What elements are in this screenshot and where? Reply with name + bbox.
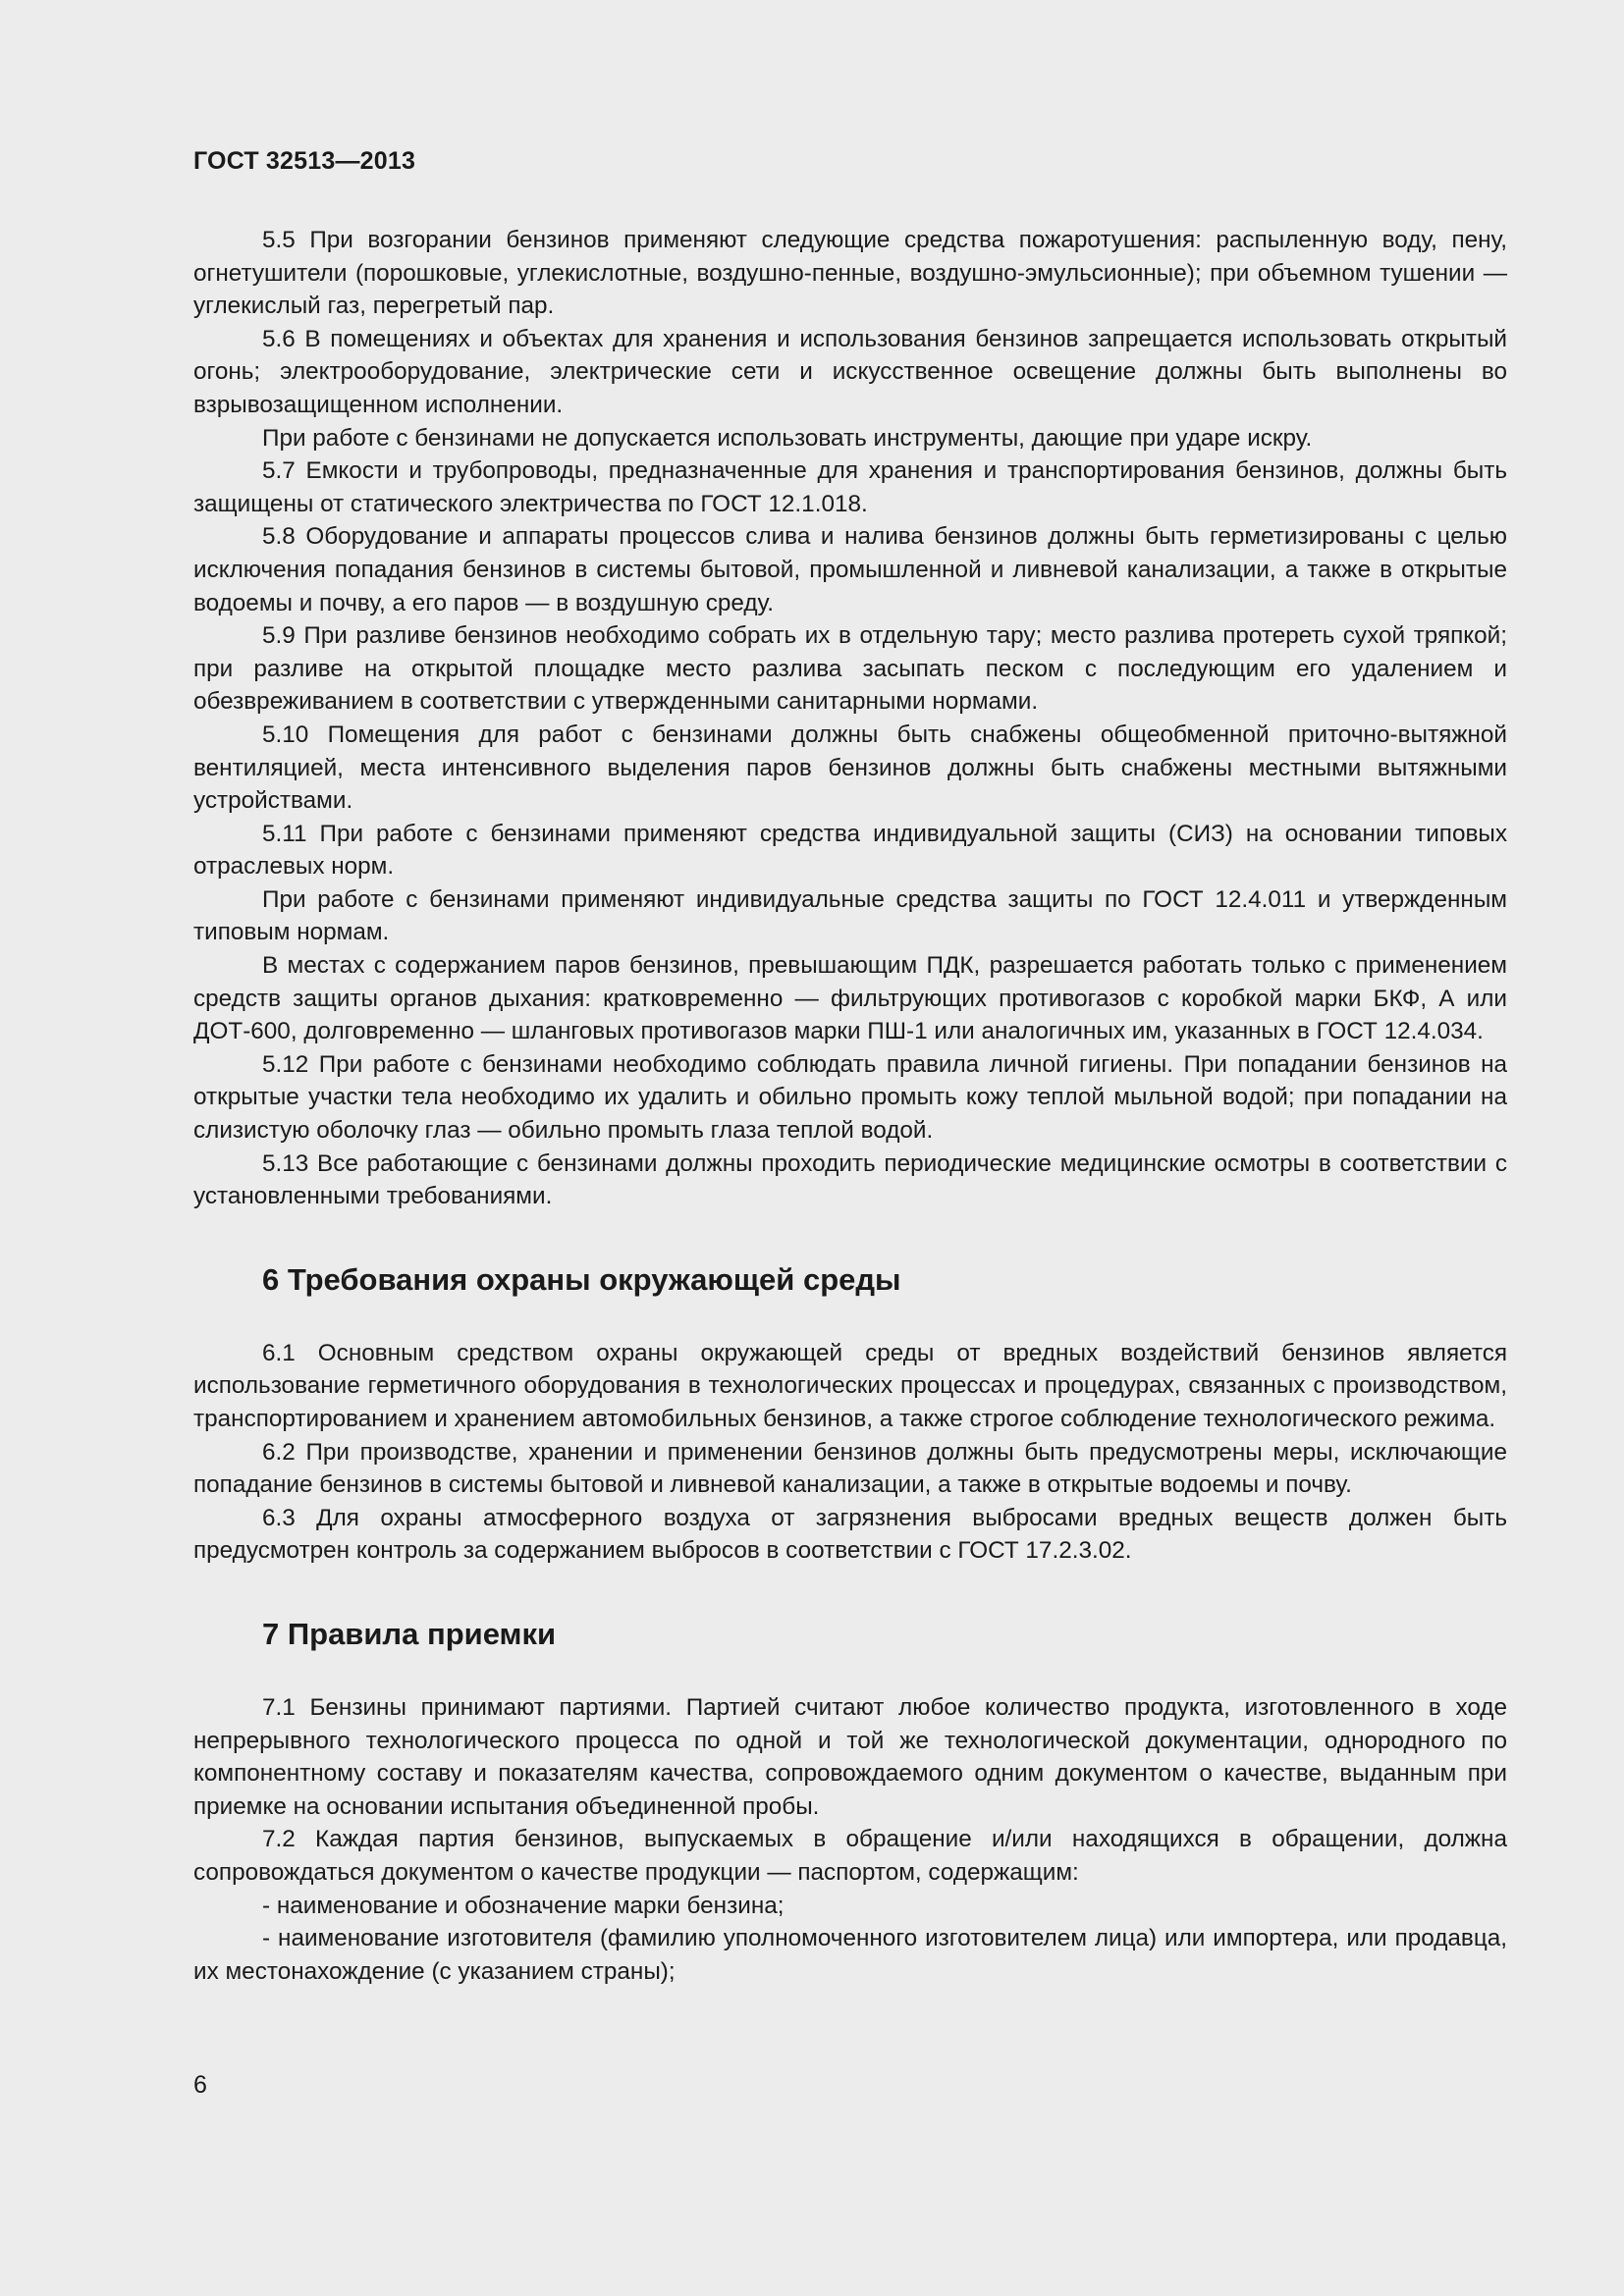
paragraph-5-5: 5.5 При возгорании бензинов применяют следующие средства пожаротушения: распыленную воду, пену, огнетушители (порошковые, углекислотные, воздушно-пенные, воздушно-эмульсионные); при объемном тушении — углекислый газ, перегретый пар. bbox=[193, 227, 1507, 320]
paragraph-7-1: 7.1 Бензины принимают партиями. Партией считают любое количество продукта, изготовленного в ходе непрерывного технологического процесса по одной и той же технологической документации, однородного по компонентному составу и показателям качества, сопровождаемого одним документом о качестве, выданным при приемке на основании испытания объединенной пробы. bbox=[193, 1693, 1507, 1820]
paragraph-5-10: 5.10 Помещения для работ с бензинами должны быть снабжены общеобменной приточно-вытяжной вентиляцией, места интенсивного выделения паров бензинов должны быть снабжены местными вытяжными устройствами. bbox=[193, 721, 1507, 815]
paragraph-5-11-respiratory: В местах с содержанием паров бензинов, превышающим ПДК, разрешается работать только с применением средств защиты органов дыхания: кратковременно — фильтрующих противогазов с коробкой марки БКФ, А или ДОТ-600, долговременно — шланговых противогазов марки ПШ-1 или аналогичных им, указанных в ГОСТ 12.4.034. bbox=[193, 952, 1507, 1045]
paragraph-5-8: 5.8 Оборудование и аппараты процессов слива и налива бензинов должны быть герметизированы с целью исключения попадания бензинов в системы бытовой, промышленной и ливневой канализации, а также в открытые водоемы и почву, а его паров — в воздушную среду. bbox=[193, 523, 1507, 616]
document-body bbox=[193, 224, 1507, 1988]
paragraph-5-9: 5.9 При разливе бензинов необходимо собрать их в отдельную тару; место разлива протереть сухой тряпкой; при разливе на открытой площадке место разлива засыпать песком с последующим его удалением и обезвреживанием в соответствии с утвержденными санитарными нормами. bbox=[193, 622, 1507, 716]
paragraph-5-11: 5.11 При работе с бензинами применяют средства индивидуальной защиты (СИЗ) на основании типовых отраслевых норм. bbox=[193, 820, 1507, 881]
section-7-heading: 7 Правила приемки bbox=[262, 1616, 557, 1651]
paragraph-5-11-ppe: При работе с бензинами применяют индивидуальные средства защиты по ГОСТ 12.4.011 и утвержденным типовым нормам. bbox=[193, 885, 1507, 946]
paragraph-6-2: 6.2 При производстве, хранении и применении бензинов должны быть предусмотрены меры, исключающие попадание бензинов в системы бытовой и ливневой канализации, а также в открытые водоемы и почву. bbox=[193, 1438, 1507, 1499]
paragraph-5-13: 5.13 Все работающие с бензинами должны проходить периодические медицинские осмотры в соответствии с установленными требованиями. bbox=[193, 1149, 1507, 1210]
section-6-heading: 6 Требования охраны окружающей среды bbox=[262, 1261, 901, 1297]
list-item-manufacturer: - наименование изготовителя (фамилию уполномоченного изготовителем лица) или импортера, или продавца, их местонахождение (с указанием страны); bbox=[193, 1925, 1507, 1985]
document-code-header: ГОСТ 32513—2013 bbox=[193, 147, 416, 175]
paragraph-6-3: 6.3 Для охраны атмосферного воздуха от загрязнения выбросами вредных веществ должен быть предусмотрен контроль за содержанием выбросов в соответствии с ГОСТ 17.2.3.02. bbox=[193, 1504, 1507, 1565]
page-number: 6 bbox=[193, 2071, 207, 2099]
paragraph-5-7: 5.7 Емкости и трубопроводы, предназначенные для хранения и транспортирования бензинов, должны быть защищены от статического электричества по ГОСТ 12.1.018. bbox=[193, 457, 1507, 517]
paragraph-7-2: 7.2 Каждая партия бензинов, выпускаемых в обращение и/или находящихся в обращении, должна сопровождаться документом о качестве продукции — паспортом, содержащим: bbox=[193, 1826, 1507, 1886]
paragraph-5-12: 5.12 При работе с бензинами необходимо соблюдать правила личной гигиены. При попадании бензинов на открытые участки тела необходимо их удалить и обильно промыть кожу теплой мыльной водой; при попадании на слизистую оболочку глаз — обильно промыть глаза теплой водой. bbox=[193, 1050, 1507, 1145]
paragraph-5-6-note: При работе с бензинами не допускается использовать инструменты, дающие при ударе искру. bbox=[262, 424, 1313, 452]
list-item-brand: - наименование и обозначение марки бензина; bbox=[262, 1892, 785, 1919]
paragraph-5-6: 5.6 В помещениях и объектах для хранения и использования бензинов запрещается использовать открытый огонь; электрооборудование, электрические сети и искусственное освещение должны быть выполнены во взрывозащищенном исполнении. bbox=[193, 325, 1507, 418]
paragraph-6-1: 6.1 Основным средством охраны окружающей среды от вредных воздействий бензинов является использование герметичного оборудования в технологических процессах и процедурах, связанных с производством, транспортированием и хранением автомобильных бензинов, а также строгое соблюдение технологического режима. bbox=[193, 1339, 1507, 1432]
